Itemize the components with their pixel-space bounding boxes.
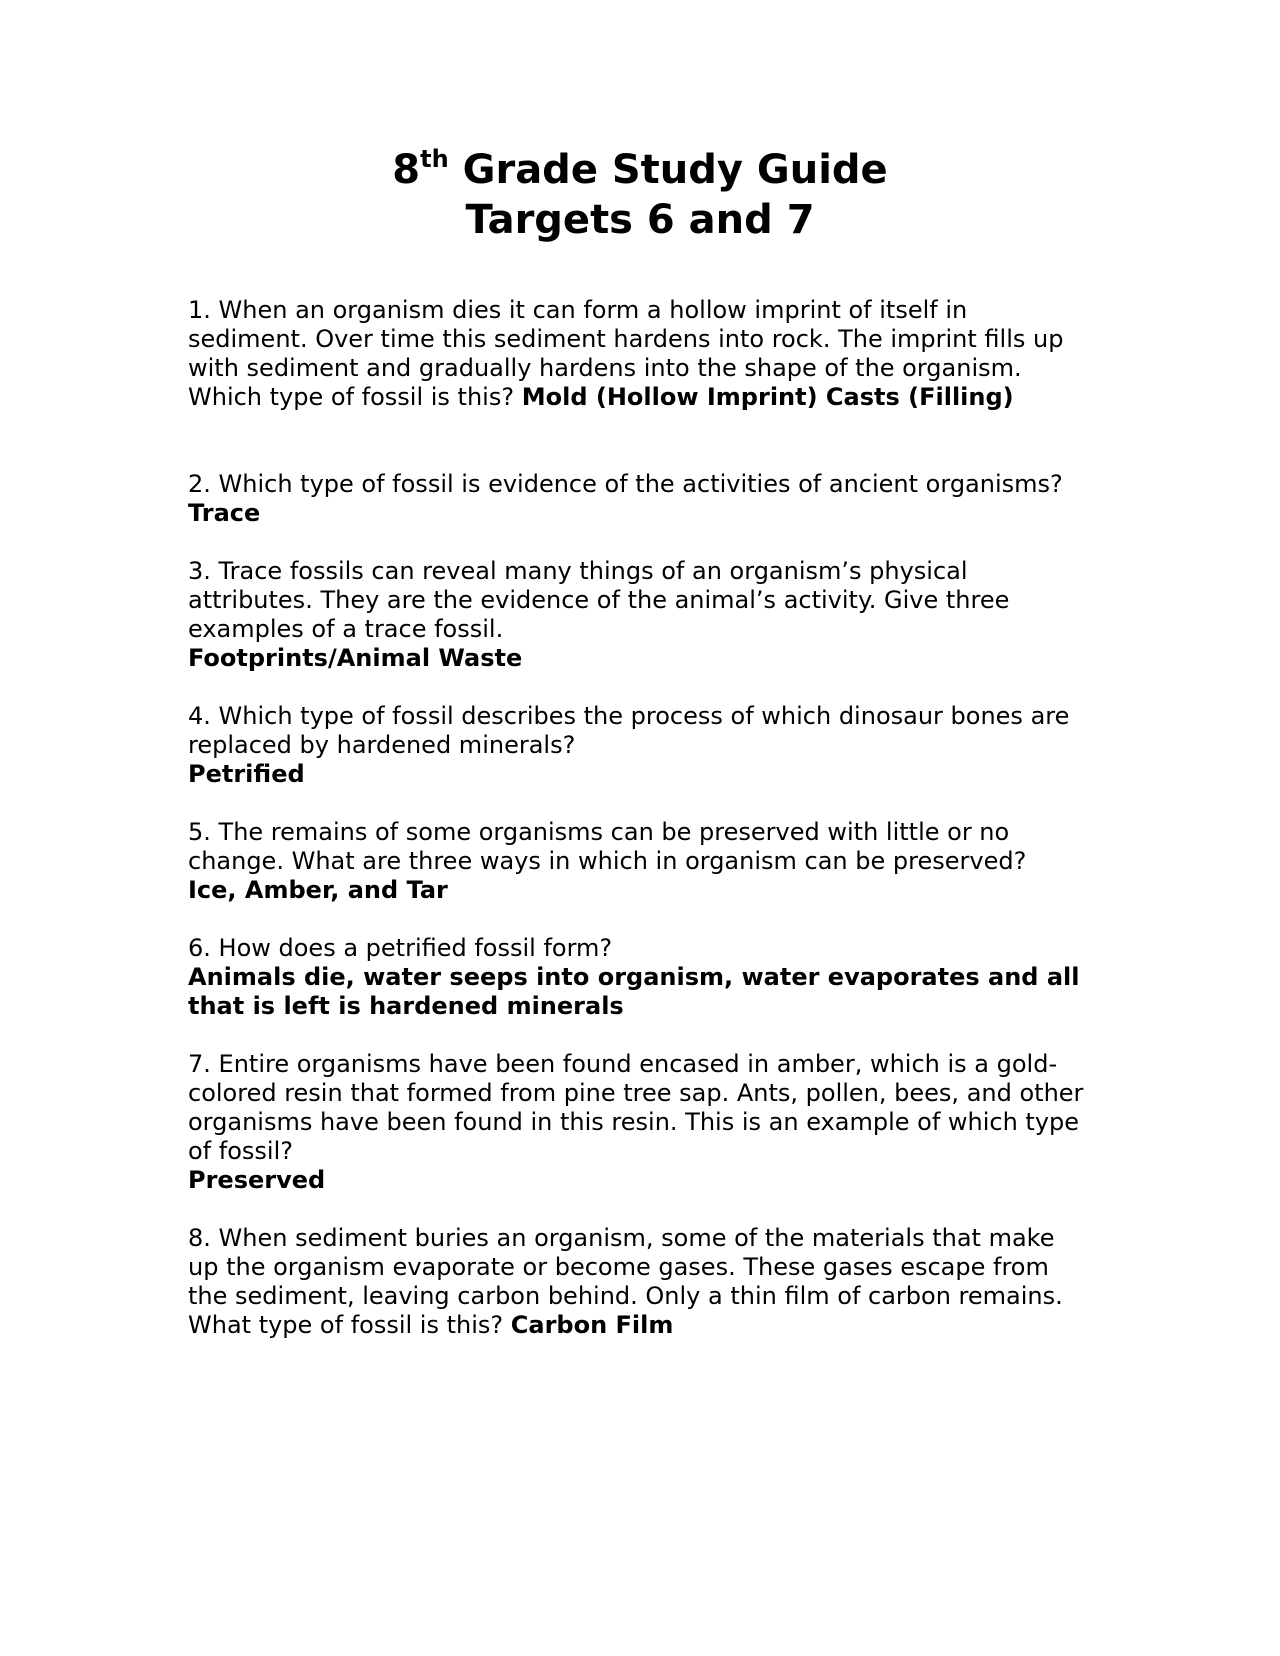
question-3-answer: Footprints/Animal Waste [188, 644, 523, 672]
question-8-text: 8. When sediment buries an organism, some of the materials that make up the organism evaporate or become gases. These gases escape from the sediment, leaving carbon behind. Only a thin film of carbon remains. What type of fossil is this? [188, 1224, 1063, 1339]
question-2-answer: Trace [188, 499, 261, 527]
title-text: Grade Study Guide [448, 147, 888, 193]
question-2 [188, 470, 1088, 528]
question-3 [188, 557, 1088, 673]
question-7-text: 7. Entire organisms have been found encased in amber, which is a gold-colored resin that formed from pine tree sap. Ants, pollen, bees, and other organisms have been found in this resin. This is an example of which type of fossil? [188, 1050, 1084, 1165]
question-7 [188, 1050, 1088, 1195]
question-5-text: 5. The remains of some organisms can be preserved with little or no change. What are three ways in which in organism can be preserved? [188, 818, 1027, 875]
question-1-text: 1. When an organism dies it can form a hollow imprint of itself in sediment. Over time this sediment hardens into rock. The imprint fills up with sediment and gradually hardens into the shape of the organism. Which type of fossil is this? [188, 296, 1064, 411]
question-4-answer: Petrified [188, 760, 305, 788]
question-1-answer: Mold (Hollow Imprint) Casts (Filling) [521, 383, 1014, 411]
question-2-text: 2. Which type of fossil is evidence of the activities of ancient organisms? [188, 470, 1063, 498]
question-text [188, 296, 1088, 412]
page-subtitle: Targets 6 and 7 [465, 197, 815, 243]
title-number: 8 [392, 147, 421, 193]
question-4 [188, 702, 1088, 789]
question-6-text: 6. How does a petrified fossil form? [188, 934, 613, 962]
question-5-answer: Ice, Amber, and Tar [188, 876, 448, 904]
question-4-text: 4. Which type of fossil describes the process of which dinosaur bones are replaced by hardened minerals? [188, 702, 1070, 759]
question-1 [188, 296, 1088, 412]
title-line [0, 145, 1280, 195]
question-6 [188, 934, 1088, 1021]
question-list [188, 296, 1088, 1340]
question-6-answer: Animals die, water seeps into organism, water evaporates and all that is left is hardened minerals [188, 963, 1080, 1020]
page-title [0, 145, 1280, 245]
question-5 [188, 818, 1088, 905]
question-8-answer: Carbon Film [510, 1311, 674, 1339]
question-3-text: 3. Trace fossils can reveal many things of an organism’s physical attributes. They are the evidence of the animal’s activity. Give three examples of a trace fossil. [188, 557, 1010, 643]
question-8 [188, 1224, 1088, 1340]
question-text [188, 1224, 1088, 1340]
question-7-answer: Preserved [188, 1166, 326, 1194]
title-superscript: th [420, 144, 449, 173]
